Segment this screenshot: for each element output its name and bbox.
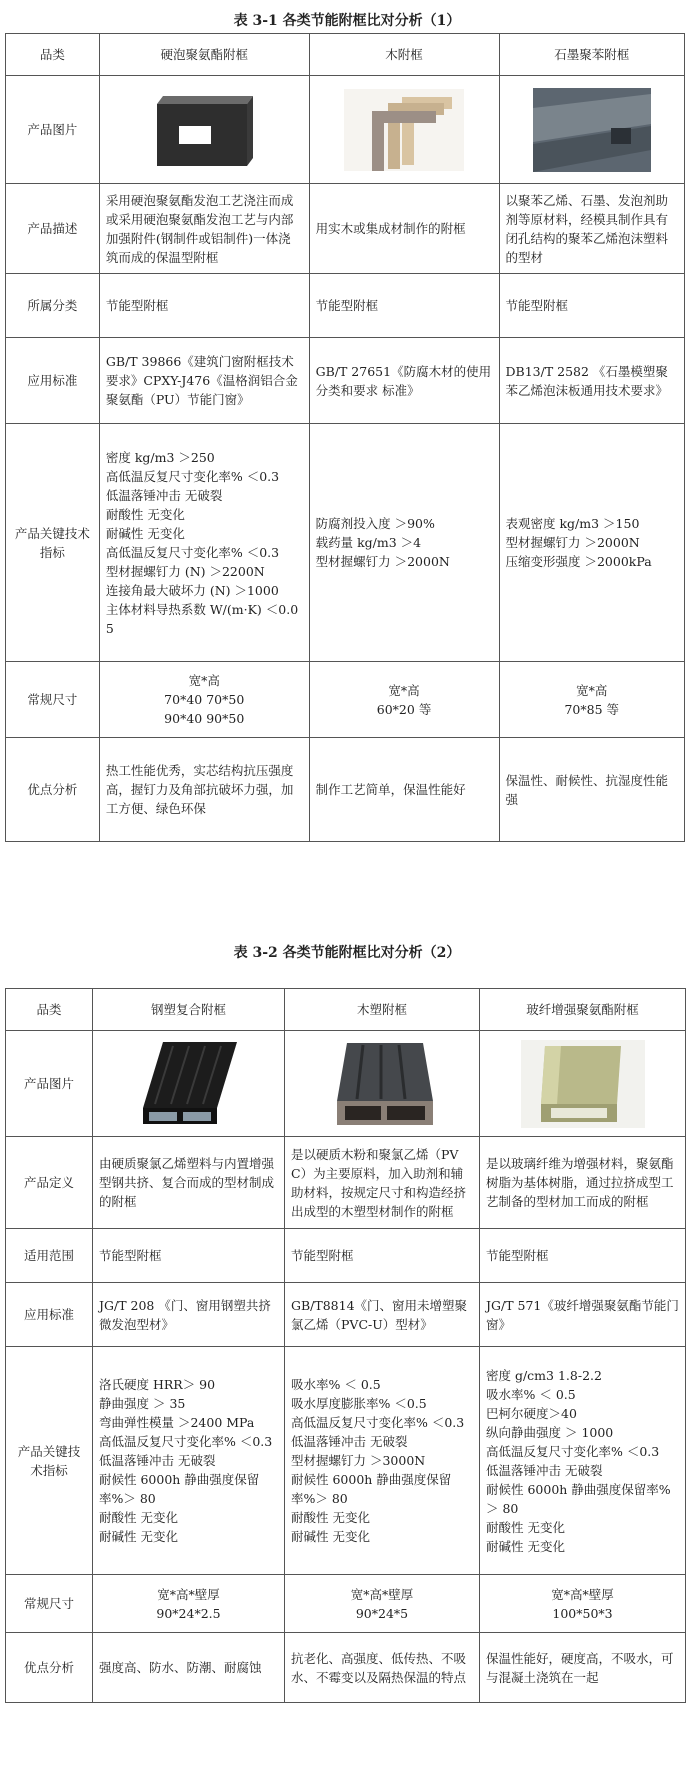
spec-line: 耐酸性 无变化 [99, 1510, 178, 1525]
row-label: 产品图片 [6, 76, 100, 184]
spec-line: 高低温反复尺寸变化率% ＜0.3 [486, 1443, 660, 1459]
row-label: 常规尺寸 [6, 1575, 93, 1633]
spec-list [93, 1347, 285, 1575]
foam-frame-image [99, 76, 309, 184]
spec-line: 防腐剂投入度 ＞90% [315, 516, 435, 531]
col-wood-frame: 木附框 [309, 34, 499, 76]
cell-text: 节能型附框 [499, 274, 685, 338]
size-line: 90*40 90*50 [164, 711, 245, 726]
spec-line: 耐酸性 无变化 [105, 506, 185, 522]
cell-text: 保温性、耐候性、抗湿度性能强 [499, 738, 685, 842]
cell-text: GB/T 27651《防腐木材的使用分类和要求 标准》 [309, 338, 499, 424]
spec-line: 型材握螺钉力 (N) ＞2200N [105, 563, 265, 579]
spec-list [499, 424, 685, 662]
cell-text: 制作工艺简单，保温性能好 [309, 738, 499, 842]
cell-text: GB/T8814《门、窗用未增塑聚氯乙烯（PVC-U）型材》 [285, 1283, 480, 1347]
table1-row-category [6, 274, 685, 338]
row-label: 产品关键技术指标 [6, 424, 100, 662]
cell-text: JG/T 208 《门、窗用钢塑共挤微发泡型材》 [93, 1283, 285, 1347]
col-foam-frame: 硬泡聚氨酯附框 [99, 34, 309, 76]
spec-line: 巴柯尔硬度＞40 [486, 1405, 577, 1421]
spec-list [285, 1347, 480, 1575]
cell-text: 强度高、防水、防潮、耐腐蚀 [93, 1633, 285, 1703]
steel-plastic-frame-image [93, 1031, 285, 1137]
size-line: 宽*高*壁厚 [551, 1586, 614, 1602]
size-cell [93, 1575, 285, 1633]
header-label: 品类 [6, 34, 100, 76]
cell-text: 采用硬泡聚氨酯发泡工艺浇注而成或采用硬泡聚氨酯发泡工艺与内部加强附件(钢制件或铝制件)一体浇筑而成的保温型附框 [99, 184, 309, 274]
spec-line: 耐碱性 无变化 [99, 1529, 178, 1544]
spec-list [309, 424, 499, 662]
spec-line: 耐酸性 无变化 [486, 1519, 565, 1535]
row-label: 产品描述 [6, 184, 100, 274]
spec-line: 高低温反复尺寸变化率% ＜0.3 [105, 468, 280, 484]
graphite-eps-frame-image [499, 76, 685, 184]
size-line: 90*24*5 [355, 1605, 409, 1621]
row-label: 优点分析 [6, 1633, 93, 1703]
spec-line: 低温落锤冲击 无破裂 [486, 1462, 603, 1478]
size-line: 宽*高*壁厚 [157, 1586, 220, 1602]
cell-text: 是以硬质木粉和聚氯乙烯（PVC）为主要原料，加入助剂和辅助材料，按规定尺寸和构造经挤出成型的木塑型材制作的附框 [285, 1137, 480, 1229]
table1-row-description [6, 184, 685, 274]
spec-list [99, 424, 309, 662]
spec-line: 载药量 kg/m3 ＞4 [315, 535, 422, 550]
size-line: 宽*高*壁厚 [350, 1586, 414, 1602]
size-line: 宽*高 [388, 682, 420, 698]
size-line: 70*40 70*50 [164, 692, 245, 707]
table2-header-row [6, 989, 686, 1031]
table2-row-definition [6, 1137, 686, 1229]
cell-text: 节能型附框 [99, 274, 309, 338]
spec-line: 耐候性 6000h 静曲强度保留率%＞ 80 [99, 1472, 260, 1506]
fiberglass-pu-frame-image [480, 1031, 686, 1137]
table2-row-scope [6, 1229, 686, 1283]
size-line: 70*85 等 [564, 701, 620, 717]
cell-text: 由硬质聚氯乙烯塑料与内置增强型钢共挤、复合而成的型材制成的附框 [93, 1137, 285, 1229]
cell-text: 用实木或集成材制作的附框 [309, 184, 499, 274]
size-cell [480, 1575, 686, 1633]
row-label: 常规尺寸 [6, 662, 100, 738]
table2-row-image [6, 1031, 686, 1137]
col-steel-plastic-frame: 钢塑复合附框 [93, 989, 285, 1031]
wpc-frame-image [285, 1031, 480, 1137]
size-cell [309, 662, 499, 738]
cell-text: 抗老化、高强度、低传热、不吸水、不霉变以及隔热保温的特点 [285, 1633, 480, 1703]
col-fiberglass-frame: 玻纤增强聚氨酯附框 [480, 989, 686, 1031]
table1-row-image [6, 76, 685, 184]
spec-line: 静曲强度 ＞ 35 [99, 1396, 186, 1411]
spec-line: 纵向静曲强度 ＞ 1000 [486, 1424, 614, 1440]
spec-line: 型材握螺钉力 ＞2000N [505, 535, 640, 550]
cell-text: JG/T 571《玻纤增强聚氨酯节能门窗》 [480, 1283, 686, 1347]
spec-line: 吸水率% ＜ 0.5 [291, 1377, 381, 1392]
row-label: 产品定义 [6, 1137, 93, 1229]
cell-text: 保温性能好，硬度高，不吸水，可与混凝土浇筑在一起 [480, 1633, 686, 1703]
spec-line: 吸水率% ＜ 0.5 [486, 1386, 576, 1402]
spec-line: 压缩变形强度 ＞2000kPa [505, 554, 652, 569]
cell-text: 节能型附框 [93, 1229, 285, 1283]
spec-line: 耐碱性 无变化 [105, 525, 185, 541]
size-line: 宽*高 [188, 673, 220, 688]
spec-line: 耐候性 6000h 静曲强度保留率%＞ 80 [291, 1472, 452, 1506]
col-wpc-frame: 木塑附框 [285, 989, 480, 1031]
spec-line: 低温落锤冲击 无破裂 [99, 1453, 216, 1468]
spec-line: 耐酸性 无变化 [291, 1510, 370, 1525]
spec-line: 密度 kg/m3 ＞250 [105, 449, 215, 465]
row-label: 产品图片 [6, 1031, 93, 1137]
table2-row-advantages [6, 1633, 686, 1703]
spec-line: 型材握螺钉力 ＞3000N [291, 1453, 426, 1468]
spec-line: 表观密度 kg/m3 ＞150 [505, 516, 640, 531]
spec-line: 密度 g/cm3 1.8-2.2 [486, 1367, 602, 1383]
spec-line: 洛氏硬度 HRR＞ 90 [99, 1377, 216, 1392]
spec-line: 型材握螺钉力 ＞2000N [315, 554, 450, 569]
row-label: 适用范围 [6, 1229, 93, 1283]
cell-text: DB13/T 2582 《石墨模塑聚苯乙烯泡沫板通用技术要求》 [499, 338, 685, 424]
cell-text: 节能型附框 [285, 1229, 480, 1283]
spec-line: 低温落锤冲击 无破裂 [105, 487, 223, 503]
spec-line: 弯曲弹性模量 ＞2400 MPa [99, 1415, 255, 1430]
table2-row-specs [6, 1347, 686, 1575]
spec-line: 连接角最大破坏力 (N) ＞1000 [105, 582, 279, 598]
table1-row-advantages [6, 738, 685, 842]
table1 [5, 33, 685, 842]
row-label: 优点分析 [6, 738, 100, 842]
spec-line: 低温落锤冲击 无破裂 [291, 1434, 408, 1449]
header-label: 品类 [6, 989, 93, 1031]
cell-text: 热工性能优秀，实芯结构抗压强度高，握钉力及角部抗破坏力强，加工方便、绿色环保 [99, 738, 309, 842]
table1-caption: 表 3-1 各类节能附框比对分析（1） [233, 13, 461, 29]
spec-line: 高低温反复尺寸变化率% ＜0.3 [105, 544, 280, 560]
row-label: 应用标准 [6, 338, 100, 424]
size-cell [285, 1575, 480, 1633]
spec-line: 耐候性 6000h 静曲强度保留率%＞ 80 [486, 1481, 671, 1516]
size-line: 90*24*2.5 [156, 1605, 221, 1621]
wood-frame-image [309, 76, 499, 184]
cell-text: GB/T 39866《建筑门窗附框技术要求》CPXY-J476《温格润铝合金聚氨酯（PU）节能门窗》 [99, 338, 309, 424]
spec-line: 耐碱性 无变化 [291, 1529, 370, 1544]
spec-line: 吸水厚度膨胀率% ＜0.5 [291, 1396, 427, 1411]
spec-line: 高低温反复尺寸变化率% ＜0.3 [99, 1434, 273, 1449]
spec-line: 主体材料导热系数 W/(m·K) ＜0.05 [105, 601, 299, 636]
row-label: 应用标准 [6, 1283, 93, 1347]
table2-row-standard [6, 1283, 686, 1347]
table1-row-standard [6, 338, 685, 424]
cell-text: 是以玻璃纤维为增强材料，聚氨酯树脂为基体树脂，通过拉挤成型工艺制备的型材加工而成的附框 [480, 1137, 686, 1229]
size-cell [499, 662, 685, 738]
size-line: 100*50*3 [552, 1605, 613, 1621]
cell-text: 节能型附框 [480, 1229, 686, 1283]
spec-line: 高低温反复尺寸变化率% ＜0.3 [291, 1415, 465, 1430]
table2-caption: 表 3-2 各类节能附框比对分析（2） [233, 945, 461, 961]
size-line: 宽*高 [576, 682, 608, 698]
table1-row-specs [6, 424, 685, 662]
table1-header-row [6, 34, 685, 76]
spec-list [480, 1347, 686, 1575]
size-line: 60*20 等 [376, 701, 432, 717]
table2-row-size [6, 1575, 686, 1633]
table1-row-size [6, 662, 685, 738]
table2 [5, 988, 686, 1703]
size-cell [99, 662, 309, 738]
col-graphite-frame: 石墨聚苯附框 [499, 34, 685, 76]
row-label: 所属分类 [6, 274, 100, 338]
spec-line: 耐碱性 无变化 [486, 1538, 565, 1554]
cell-text: 节能型附框 [309, 274, 499, 338]
row-label: 产品关键技术指标 [6, 1347, 93, 1575]
cell-text: 以聚苯乙烯、石墨、发泡剂助剂等原材料，经模具制作具有闭孔结构的聚苯乙烯泡沫塑料的型材 [499, 184, 685, 274]
